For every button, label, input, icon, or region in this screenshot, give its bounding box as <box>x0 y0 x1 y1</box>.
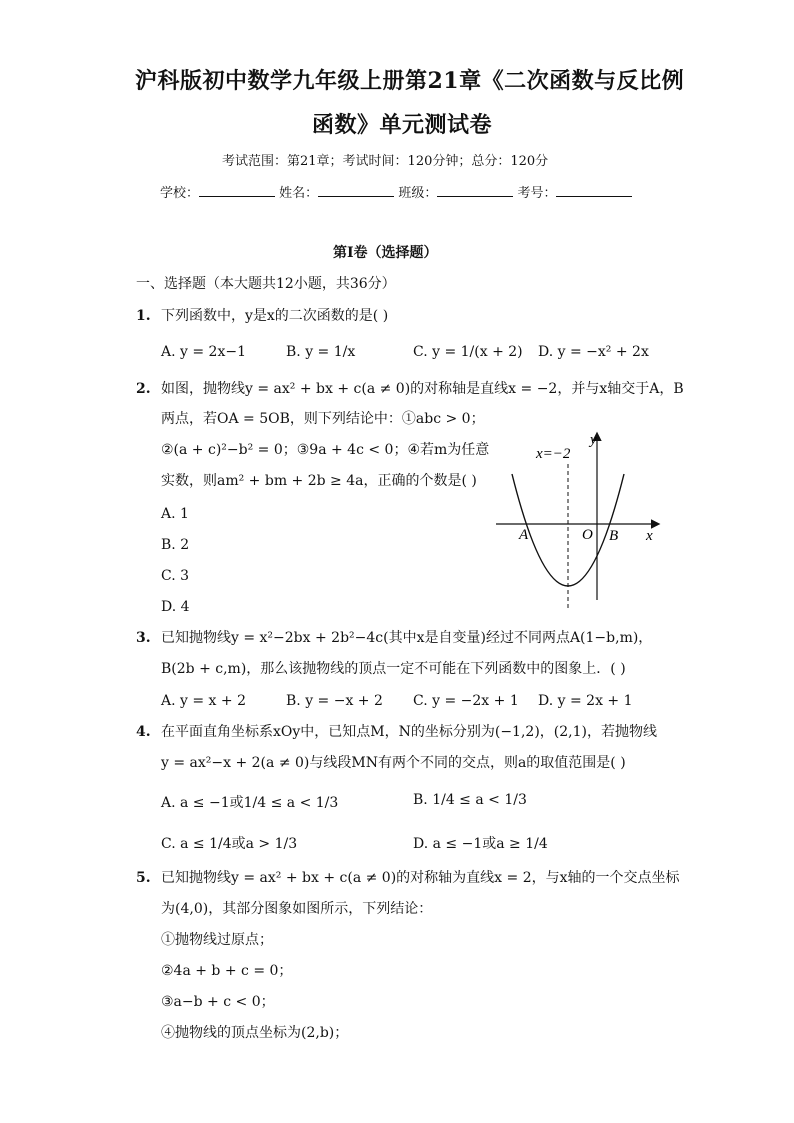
question-2-line-4: 实数，则am² + bm + 2b ≥ 4a，正确的个数是( ) <box>161 473 477 489</box>
question-2-number: 2. <box>136 381 151 397</box>
question-3-option-a[interactable]: A. y = x + 2 <box>161 693 246 709</box>
school-field[interactable] <box>199 184 275 197</box>
question-5-line-1: 已知抛物线y = ax² + bx + c(a ≠ 0)的对称轴为直线x = 2，与x轴的一个交点坐标 <box>161 870 680 886</box>
question-2-option-b[interactable]: B. 2 <box>161 537 190 553</box>
point-a-label: A <box>519 527 529 543</box>
symmetry-label: x=−2 <box>536 446 571 462</box>
question-5-line-3: ①抛物线过原点； <box>161 932 273 948</box>
question-5-number: 5. <box>136 870 151 886</box>
question-2-parabola-figure <box>492 428 664 608</box>
question-4-line-2: y = ax²−x + 2(a ≠ 0)与线段MN有两个不同的交点，则a的取值范围是( ) <box>161 755 626 771</box>
exam-number-label: 考号： <box>517 186 557 201</box>
question-3-line-1: 已知抛物线y = x²−2bx + 2b²−4c(其中x是自变量)经过不同两点A(1−b,m)， <box>161 630 653 646</box>
question-1-option-d[interactable]: D. y = −x² + 2x <box>538 344 649 360</box>
question-4-option-c[interactable]: C. a ≤ 1/4或a > 1/3 <box>161 836 298 852</box>
page-title-line2: 函数》单元测试卷 <box>312 112 493 138</box>
question-4-line-1: 在平面直角坐标系xOy中，已知点M，N的坐标分别为(−1,2)，(2,1)，若抛物线 <box>161 724 657 740</box>
question-5-line-6: ④抛物线的顶点坐标为(2,b)； <box>161 1025 349 1041</box>
question-4-option-b[interactable]: B. 1/4 ≤ a < 1/3 <box>413 792 527 808</box>
class-field[interactable] <box>437 184 513 197</box>
question-2-option-a[interactable]: A. 1 <box>161 506 189 522</box>
exam-number-field[interactable] <box>556 184 632 197</box>
exam-info: 考试范围：第21章；考试时间：120分钟；总分：120分 <box>222 154 549 169</box>
volume-title: 第I卷（选择题） <box>333 245 438 261</box>
question-2-line-1: 如图，抛物线y = ax² + bx + c(a ≠ 0)的对称轴是直线x = −2，并与x轴交于A，B <box>161 381 684 397</box>
question-1-option-c[interactable]: C. y = 1/(x + 2) <box>413 344 523 360</box>
question-1-text: 下列函数中，y是x的二次函数的是( ) <box>161 308 389 324</box>
x-axis-label: x <box>646 528 653 544</box>
question-1-option-b[interactable]: B. y = 1/x <box>286 344 356 360</box>
question-5-line-4: ②4a + b + c = 0； <box>161 963 293 979</box>
point-b-label: B <box>609 528 619 544</box>
name-field[interactable] <box>318 184 394 197</box>
question-4-option-a[interactable]: A. a ≤ −1或1/4 ≤ a < 1/3 <box>161 795 339 811</box>
question-5-line-5: ③a−b + c < 0； <box>161 994 275 1010</box>
name-label: 姓名： <box>279 186 319 201</box>
question-5-line-2: 为(4,0)，其部分图象如图所示，下列结论： <box>161 901 433 917</box>
school-label: 学校： <box>160 186 200 201</box>
point-o-label: O <box>582 527 593 543</box>
question-1-option-a[interactable]: A. y = 2x−1 <box>161 344 246 360</box>
question-1-number: 1. <box>136 308 151 324</box>
part-title: 一、选择题（本大题共12小题，共36分） <box>136 276 396 292</box>
question-3-option-b[interactable]: B. y = −x + 2 <box>286 693 383 709</box>
question-3-line-2: B(2b + c,m)，那么该抛物线的顶点一定不可能在下列函数中的图象上．( ) <box>161 661 626 677</box>
question-3-option-d[interactable]: D. y = 2x + 1 <box>538 693 633 709</box>
y-axis-label: y <box>590 432 597 448</box>
question-3-option-c[interactable]: C. y = −2x + 1 <box>413 693 519 709</box>
question-2-option-c[interactable]: C. 3 <box>161 568 190 584</box>
question-4-option-d[interactable]: D. a ≤ −1或a ≥ 1/4 <box>413 836 548 852</box>
class-label: 班级： <box>398 186 438 201</box>
question-3-number: 3. <box>136 630 151 646</box>
question-2-line-3: ②(a + c)²−b² = 0；③9a + 4c < 0；④若m为任意 <box>161 442 490 458</box>
page-title-line1: 沪科版初中数学九年级上册第21章《二次函数与反比例 <box>135 68 685 94</box>
student-info-row <box>160 182 632 201</box>
question-2-option-d[interactable]: D. 4 <box>161 599 190 615</box>
question-2-line-2: 两点，若OA = 5OB，则下列结论中：①abc > 0； <box>161 411 485 427</box>
question-4-number: 4. <box>136 724 151 740</box>
